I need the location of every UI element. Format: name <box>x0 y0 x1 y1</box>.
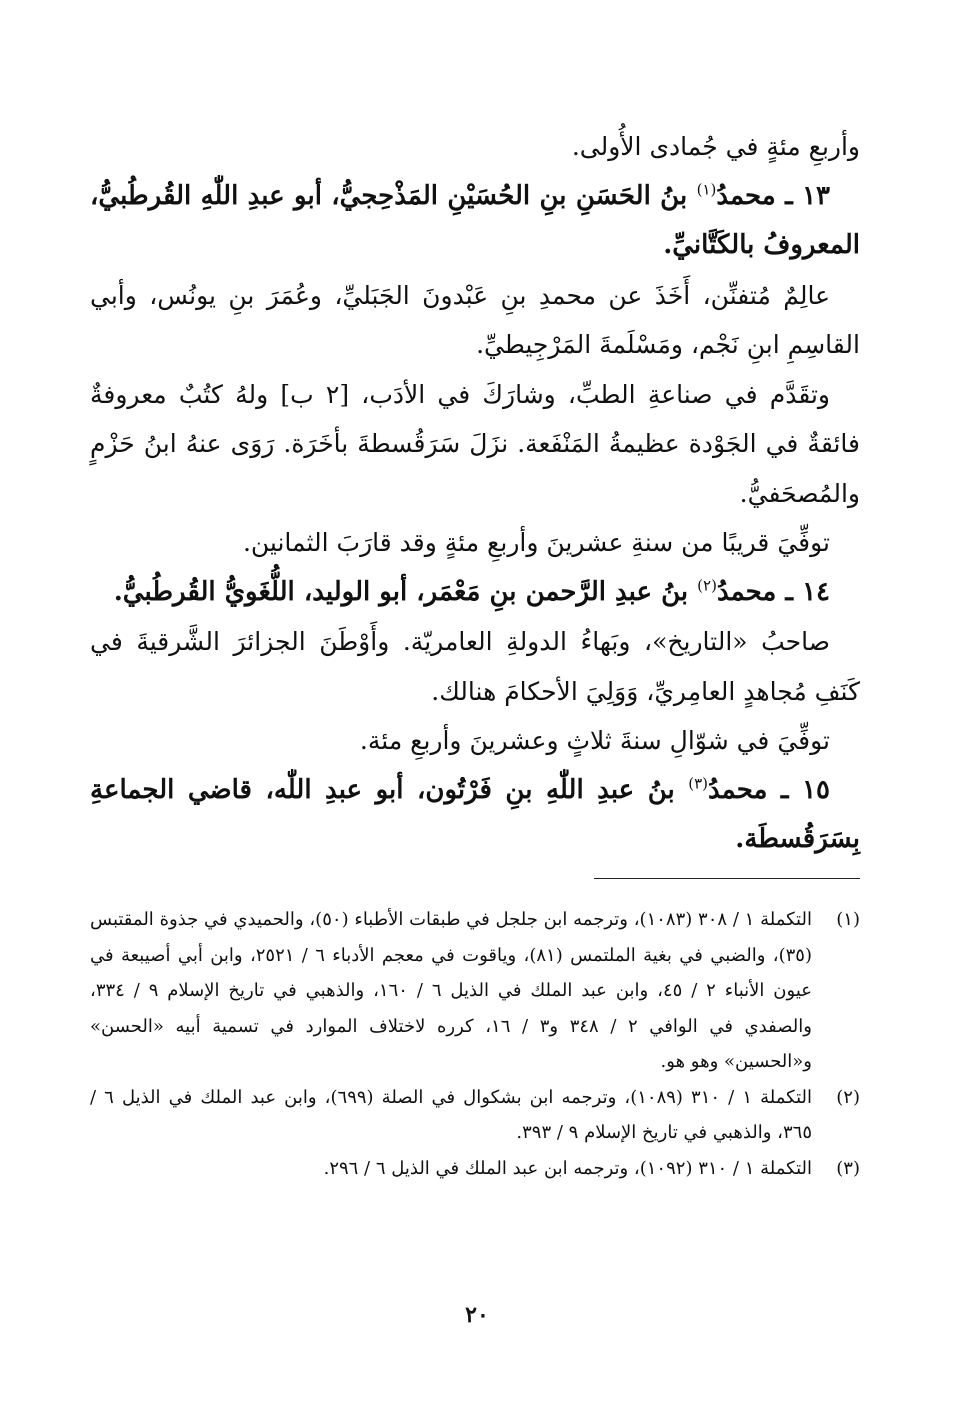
entry-13-number-name: ١٣ ـ محمدُ <box>716 180 831 211</box>
footnote-number: (٢) <box>836 1086 860 1108</box>
footnote-text: التكملة ١ / ٣١٠ (١٠٩٢)، وترجمه ابن عبد الملك في الذيل ٦ / ٢٩٦. <box>323 1157 812 1179</box>
entry-13-heading <box>90 172 860 271</box>
footnote-number: (١) <box>836 909 860 930</box>
main-text <box>90 122 860 865</box>
footnote-3 <box>90 1151 860 1187</box>
footnote-text: التكملة ١ / ٣٠٨ (١٠٨٣)، وترجمه ابن جلجل في طبقات الأطباء (٥٠)، والحميدي في جذوة المقتبس (٣٥)، والضبي في بغية الملتمس (٨١)، وياقوت في معجم الأدباء ٦ / ٢٥٢١، وابن أبي أصيبعة في عيون الأنباء ٢ / ٤٥، وابن عبد الملك في الذيل ٦ / ١٦٠، والذهبي في تاريخ الإسلام ٩ / ٣٣٤، والصفدي في الوافي ٢ / ٣٤٨ و٣ / ١٦، كرره لاختلاف الموارد في تسمية أبيه «الحسن» و«الحسين» وهو هو. <box>90 909 812 1072</box>
footnotes <box>90 902 860 1186</box>
entry-13-name-rest: بنُ الحَسَنِ بنِ الحُسَيْنِ المَذْحِجيُّ، أبو عبدِ اللّٰهِ القُرطُبيُّ، المعروفُ بالكَتَّانيِّ. <box>90 180 860 260</box>
entry-14-name-rest: بنُ عبدِ الرَّحمن بنِ مَعْمَر، أبو الوليد، اللُّغَويُّ القُرطُبيُّ. <box>113 576 698 607</box>
footnote-ref-2: (٢) <box>697 575 717 594</box>
entry-13-paragraph-1: عالِمٌ مُتفنِّن، أَخَذَ عن محمدِ بنِ عَبْدونَ الجَبَليِّ، وعُمَرَ بنِ يونُس، وأبي القاسِمِ ابنِ نَجْم، ومَسْلَمةَ المَرْجِيطيِّ. <box>90 280 860 359</box>
entry-14-paragraph-1: صاحبُ «التاريخ»، وبَهاءُ الدولةِ العامريّة. وأَوْطَنَ الجزائرَ الشَّرقيةَ في كَنَفِ مُجاهدٍ العامِريِّ، وَوَلِيَ الأحكامَ هنالك. <box>90 627 860 706</box>
entry-15-number-name: ١٥ ـ محمدُ <box>708 774 831 805</box>
footnote-text: التكملة ١ / ٣١٠ (١٠٨٩)، وترجمه ابن بشكوال في الصلة (٦٩٩)، وابن عبد الملك في الذيل ٦ / ٣٦٥، والذهبي في تاريخ الإسلام ٩ / ٣٩٣. <box>90 1086 812 1143</box>
page-number: ٢٠ <box>465 1302 489 1328</box>
footnote-2 <box>90 1080 860 1151</box>
entry-15-heading <box>90 766 860 865</box>
entry-14-number-name: ١٤ ـ محمدُ <box>716 576 830 607</box>
entry-14-paragraph-2: توفِّيَ في شوّالِ سنةَ ثلاثٍ وعشرينَ وأربعِ مئة. <box>359 726 830 755</box>
footnote-ref-1: (١) <box>696 179 717 198</box>
paragraph-continuation: وأربعِ مئةٍ في جُمادى الأُولى. <box>571 132 860 161</box>
entry-15-name-rest: بنُ عبدِ اللّٰهِ بنِ فَرْتُون، أبو عبدِ اللّٰه، قاضي الجماعةِ بِسَرَقُسطَة. <box>90 774 860 854</box>
footnote-number: (٣) <box>836 1157 860 1179</box>
entry-13-paragraph-2: وتقَدَّم في صناعةِ الطبِّ، وشارَكَ في الأدَب، [٢ ب] ولهُ كتُبٌ معروفةٌ فائقةٌ في الجَوْدة عظيمةُ المَنْفَعة. نزَلَ سَرَقُسطةَ بأخَرَة. رَوَى عنهُ ابنُ حَزْمٍ والمُصحَفيُّ. <box>90 379 860 508</box>
footnote-1 <box>90 902 860 1080</box>
footnote-ref-3: (٣) <box>688 773 709 792</box>
footnote-divider <box>594 878 860 879</box>
entry-13-paragraph-3: توفِّيَ قريبًا من سنةِ عشرينَ وأربعِ مئةٍ وقد قارَبَ الثمانين. <box>242 528 830 557</box>
entry-14-heading <box>90 568 860 618</box>
